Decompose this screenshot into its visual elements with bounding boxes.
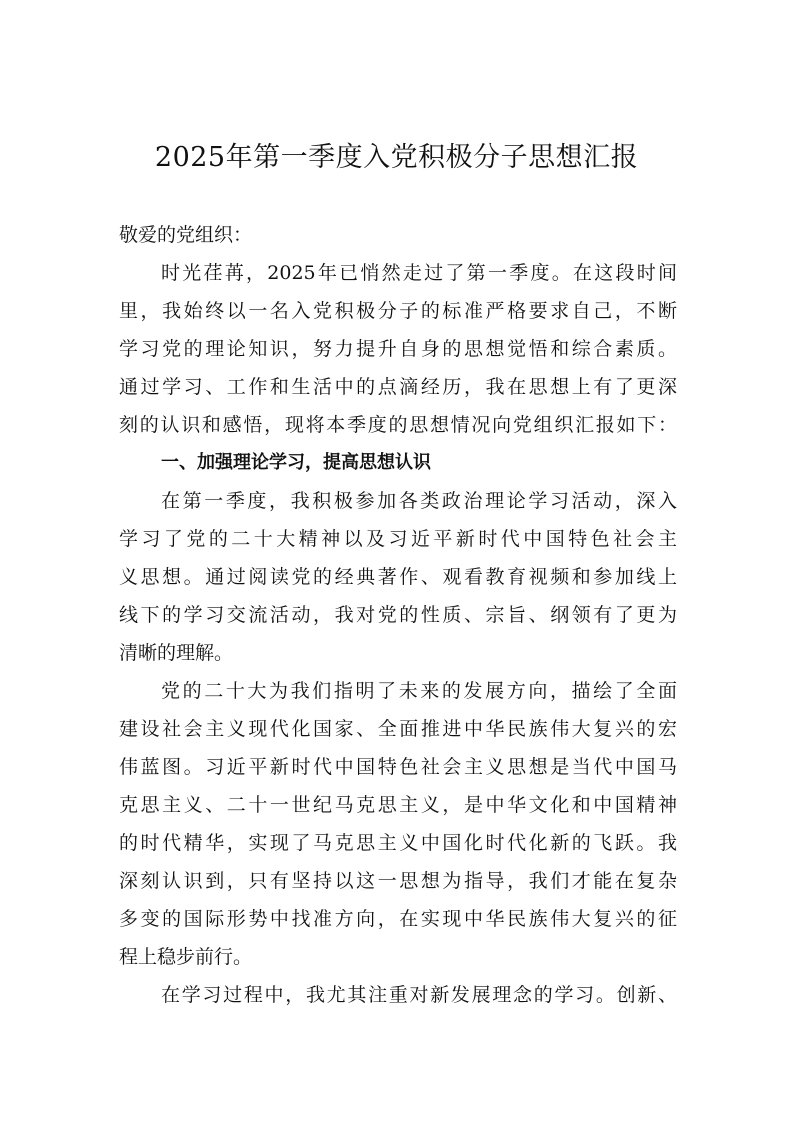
paragraph-congress	[119, 672, 677, 976]
section-heading: 一、加强理论学习，提高思想认识	[161, 452, 431, 473]
paragraph-line: 刻的认识和感悟，现将本季度的思想情况向党组织汇报如下：	[119, 414, 677, 436]
paragraph-development	[119, 976, 677, 1014]
paragraph-line: 清晰的理解。	[119, 642, 234, 664]
paragraph-line: 的时代精华，实现了马克思主义中国化时代化新的飞跃。我	[119, 832, 677, 854]
paragraph-line: 建设社会主义现代化国家、全面推进中华民族伟大复兴的宏	[119, 718, 677, 740]
paragraph-line: 通过学习、工作和生活中的点滴经历，我在思想上有了更深	[119, 376, 677, 398]
document-body	[119, 216, 677, 1014]
paragraph-line: 线下的学习交流活动，我对党的性质、宗旨、纲领有了更为	[119, 604, 677, 626]
paragraph-line: 义思想。通过阅读党的经典著作、观看教育视频和参加线上	[119, 566, 677, 588]
paragraph-line: 深刻认识到，只有坚持以这一思想为指导，我们才能在复杂	[119, 870, 677, 892]
paragraph-intro	[119, 254, 677, 444]
paragraph-line: 学习了党的二十大精神以及习近平新时代中国特色社会主	[119, 528, 677, 550]
paragraph-line: 党的二十大为我们指明了未来的发展方向，描绘了全面	[161, 680, 677, 702]
salutation: 敬爱的党组织：	[119, 224, 253, 246]
paragraph-line: 学习党的理论知识，努力提升自身的思想觉悟和综合素质。	[119, 338, 677, 360]
paragraph-line: 伟蓝图。习近平新时代中国特色社会主义思想是当代中国马	[119, 756, 677, 778]
paragraph-line: 时光荏苒，2025年已悄然走过了第一季度。在这段时间	[161, 262, 677, 284]
paragraph-line: 多变的国际形势中找准方向，在实现中华民族伟大复兴的征	[119, 908, 677, 930]
paragraph-line: 在学习过程中，我尤其注重对新发展理念的学习。创新、	[161, 984, 677, 1006]
paragraph-line: 克思主义、二十一世纪马克思主义，是中华文化和中国精神	[119, 794, 677, 816]
document-title: 2025年第一季度入党积极分子思想汇报	[154, 142, 639, 173]
paragraph-line: 程上稳步前行。	[119, 946, 253, 968]
paragraph-study	[119, 482, 677, 672]
paragraph-line: 在第一季度，我积极参加各类政治理论学习活动，深入	[161, 490, 677, 512]
paragraph-line: 里，我始终以一名入党积极分子的标准严格要求自己，不断	[119, 300, 677, 322]
